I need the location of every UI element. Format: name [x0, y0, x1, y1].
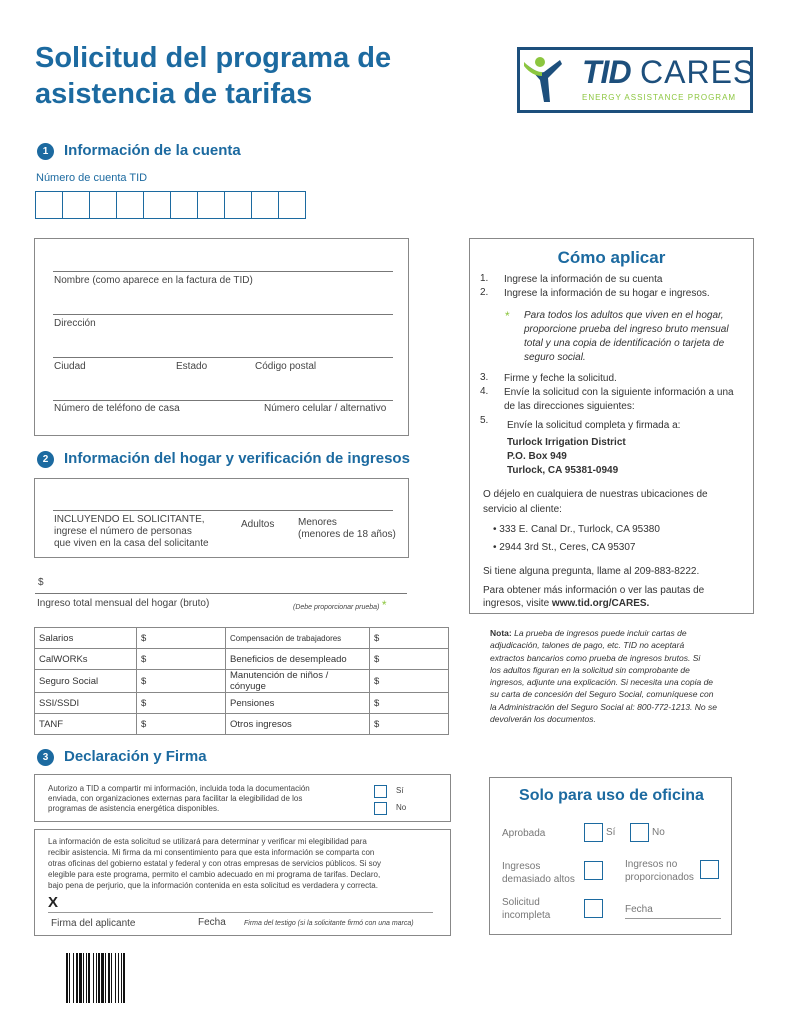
office-date-label: Fecha: [625, 904, 653, 915]
income-amount-cell[interactable]: $: [137, 714, 226, 735]
approved-no-checkbox[interactable]: [630, 823, 649, 842]
city-label: Ciudad: [54, 361, 86, 372]
step-1-text: Ingrese la información de su cuenta: [504, 274, 663, 285]
step-number: 2.: [480, 287, 489, 298]
step-4-text: Envíe la solicitud con la siguiente información a una de las direcciones siguientes:: [504, 387, 734, 412]
income-row: [35, 649, 449, 670]
step-2-text: Ingrese la información de su hogar e ingresos.: [504, 288, 710, 299]
signature-line[interactable]: [48, 912, 433, 913]
income-not-provided-label: Ingresos no proporcionados: [625, 859, 694, 883]
tid-cares-logo: [517, 47, 756, 113]
income-amount-cell[interactable]: $: [370, 714, 449, 735]
office-date-line[interactable]: [625, 918, 721, 919]
income-type-label: TANF: [35, 714, 137, 735]
total-income-line[interactable]: [35, 593, 407, 594]
logo-cares-text: CARES: [640, 54, 756, 90]
declaration-box: [34, 829, 451, 936]
income-type-label: Beneficios de desempleado: [226, 649, 370, 670]
income-row: [35, 670, 449, 693]
section-3-heading: [37, 748, 207, 766]
account-number-input[interactable]: [35, 191, 305, 219]
income-type-label: Seguro Social: [35, 670, 137, 693]
adults-label: Adultos: [241, 519, 275, 530]
income-too-high-checkbox[interactable]: [584, 861, 603, 880]
title-line-2: asistencia de tarifas: [35, 78, 313, 110]
step-number: 4.: [480, 386, 489, 397]
section-1-heading: [37, 142, 241, 160]
section-title: Declaración y Firma: [64, 748, 207, 765]
location-2: • 2944 3rd St., Ceres, CA 95307: [493, 542, 636, 553]
section-2-heading: [37, 450, 410, 468]
logo-tagline: ENERGY ASSISTANCE PROGRAM: [582, 93, 737, 102]
income-amount-cell[interactable]: $: [137, 649, 226, 670]
approved-label: Aprobada: [502, 828, 546, 839]
income-row: [35, 714, 449, 735]
account-digit-box[interactable]: [278, 191, 306, 219]
page-title: [35, 40, 455, 112]
income-type-label: Manutención de niños / cónyuge: [226, 670, 370, 693]
income-type-label: Pensiones: [226, 693, 370, 714]
income-row: [35, 628, 449, 649]
step-3-text: Firme y feche la solicitud.: [504, 373, 617, 384]
incomplete-label: Solicitud incompleta: [502, 897, 551, 921]
adults-proof-note: Para todos los adultos que viven en el hogar, proporcione prueba del ingreso bruto mensual total y una copia de identificación o tarjeta de seguro social.: [524, 310, 729, 363]
income-not-provided-checkbox[interactable]: [700, 860, 719, 879]
account-digit-box[interactable]: [143, 191, 171, 219]
logo-tid-text: TID: [582, 54, 631, 90]
witness-label: Firma del testigo (si la solicitante firmó con una marca): [244, 920, 414, 927]
income-amount-cell[interactable]: $: [370, 628, 449, 649]
star-icon: *: [381, 598, 387, 612]
signature-x-mark: X: [48, 894, 59, 911]
consent-yes-label: Sí: [396, 786, 404, 795]
income-amount-cell[interactable]: $: [137, 693, 226, 714]
state-label: Estado: [176, 361, 208, 372]
account-digit-box[interactable]: [89, 191, 117, 219]
approved-yes-checkbox[interactable]: [584, 823, 603, 842]
date-label: Fecha: [198, 917, 226, 928]
section-number-badge: 3: [37, 749, 54, 766]
consent-box: [34, 774, 451, 822]
income-type-label: CalWORKs: [35, 649, 137, 670]
account-number-label: Número de cuenta TID: [36, 172, 148, 184]
step-number: 5.: [480, 415, 489, 426]
account-digit-box[interactable]: [251, 191, 279, 219]
consent-text: Autorizo a TID a compartir mi información, incluida toda la documentación enviada, con organizaciones externas para facilitar la elegibilidad de los programas de asistencia energética disponibles.: [48, 784, 310, 813]
questions-phone: Si tiene alguna pregunta, llame al 209-883-8222.: [483, 566, 700, 577]
income-amount-cell[interactable]: $: [137, 628, 226, 649]
name-label: Nombre (como aparece en la factura de TID): [54, 275, 253, 286]
office-use-box: [489, 777, 732, 935]
section-number-badge: 2: [37, 451, 54, 468]
income-type-label: SSI/SSDI: [35, 693, 137, 714]
household-count-line[interactable]: [53, 510, 393, 511]
step-5-text: Envíe la solicitud completa y firmada a:: [507, 420, 681, 431]
proof-note: (Debe proporcionar prueba) *: [293, 598, 387, 612]
declaration-text: La información de esta solicitud se utilizará para determinar y verificar mi elegibilidad para recibir asistencia. Mi firma da mi consentimiento para que esta información se comparta con otras oficinas del gobierno estatal y federal y con otras empresas de servicios públicos. Si soy elegible para este programa, permito el cambio adecuado en mi programa de tarifas. Declaro, bajo pena de perjurio, que la información contenida en esta solicitud es verdadera y correcta.: [48, 837, 382, 890]
income-type-label: Salarios: [35, 628, 137, 649]
income-table: [34, 627, 449, 735]
income-type-label: Otros ingresos: [226, 714, 370, 735]
income-too-high-label: Ingresos demasiado altos: [502, 861, 575, 885]
income-amount-cell[interactable]: $: [370, 670, 449, 693]
account-digit-box[interactable]: [62, 191, 90, 219]
cell-phone-label: Número celular / alternativo: [264, 403, 387, 414]
city-field-line[interactable]: [53, 357, 393, 358]
how-to-apply-box: [469, 238, 754, 614]
office-use-title: Solo para uso de oficina: [519, 787, 704, 804]
income-amount-cell[interactable]: $: [137, 670, 226, 693]
consent-no-checkbox[interactable]: [374, 802, 387, 815]
how-to-apply-title: Cómo aplicar: [557, 248, 666, 267]
address-field-line[interactable]: [53, 314, 393, 315]
star-icon: *: [505, 309, 510, 323]
note-text: Nota: La prueba de ingresos puede incluir cartas de adjudicación, talones de pago, etc. TID no aceptará extractos bancarios como prueba de ingresos brutos. Si los adultos figuran en la solicitud sin comprobante de ingresos, adjunte una explicación. Si necesita una copia de su carta de concesión del Seguro Social, comuníquese con la Administración del Seguro Social al: 800-772-1213. No se devolverán los documentos.: [490, 628, 717, 725]
approved-yes-label: Sí: [606, 827, 616, 838]
more-info: Para obtener más información o ver las pautas de ingresos, visite www.tid.org/CARES.: [483, 585, 705, 609]
income-row: [35, 693, 449, 714]
location-1: • 333 E. Canal Dr., Turlock, CA 95380: [493, 524, 660, 535]
incomplete-checkbox[interactable]: [584, 899, 603, 918]
barcode-image: [66, 953, 159, 1003]
home-phone-label: Número de teléfono de casa: [54, 403, 180, 414]
contact-info-box: [34, 238, 409, 436]
section-title: Información de la cuenta: [64, 142, 241, 159]
account-digit-box[interactable]: [170, 191, 198, 219]
total-income-dollar: $: [38, 577, 44, 588]
account-digit-box[interactable]: [224, 191, 252, 219]
account-digit-box[interactable]: [35, 191, 63, 219]
address-label: Dirección: [54, 318, 96, 329]
step-number: 1.: [480, 273, 489, 284]
income-type-label: Compensación de trabajadores: [226, 628, 370, 649]
total-income-label: Ingreso total mensual del hogar (bruto): [37, 598, 210, 609]
consent-no-label: No: [396, 803, 407, 812]
name-field-line[interactable]: [53, 271, 393, 272]
account-digit-box[interactable]: [197, 191, 225, 219]
step-number: 3.: [480, 372, 489, 383]
section-title: Información del hogar y verificación de ingresos: [64, 450, 410, 467]
drop-off-text: O déjelo en cualquiera de nuestras ubicaciones de servicio al cliente:: [483, 489, 708, 515]
section-number-badge: 1: [37, 143, 54, 160]
minors-label: Menores (menores de 18 años): [298, 517, 396, 540]
household-box: [34, 478, 409, 558]
website-link[interactable]: www.tid.org/CARES.: [551, 598, 650, 609]
income-amount-cell[interactable]: $: [370, 693, 449, 714]
mailing-address: Turlock Irrigation District P.O. Box 949 Turlock, CA 95381-0949: [507, 437, 626, 476]
household-persons-label: INCLUYENDO EL SOLICITANTE, ingrese el número de personas que viven en la casa del solicitante: [54, 514, 209, 549]
consent-yes-checkbox[interactable]: [374, 785, 387, 798]
barcode-bar: [125, 953, 128, 1003]
signature-label: Firma del aplicante: [51, 918, 136, 929]
account-digit-box[interactable]: [116, 191, 144, 219]
income-amount-cell[interactable]: $: [370, 649, 449, 670]
approved-no-label: No: [652, 827, 665, 838]
title-line-1: Solicitud del programa de: [35, 42, 392, 74]
zip-label: Código postal: [255, 361, 317, 372]
phone-field-line[interactable]: [53, 400, 393, 401]
